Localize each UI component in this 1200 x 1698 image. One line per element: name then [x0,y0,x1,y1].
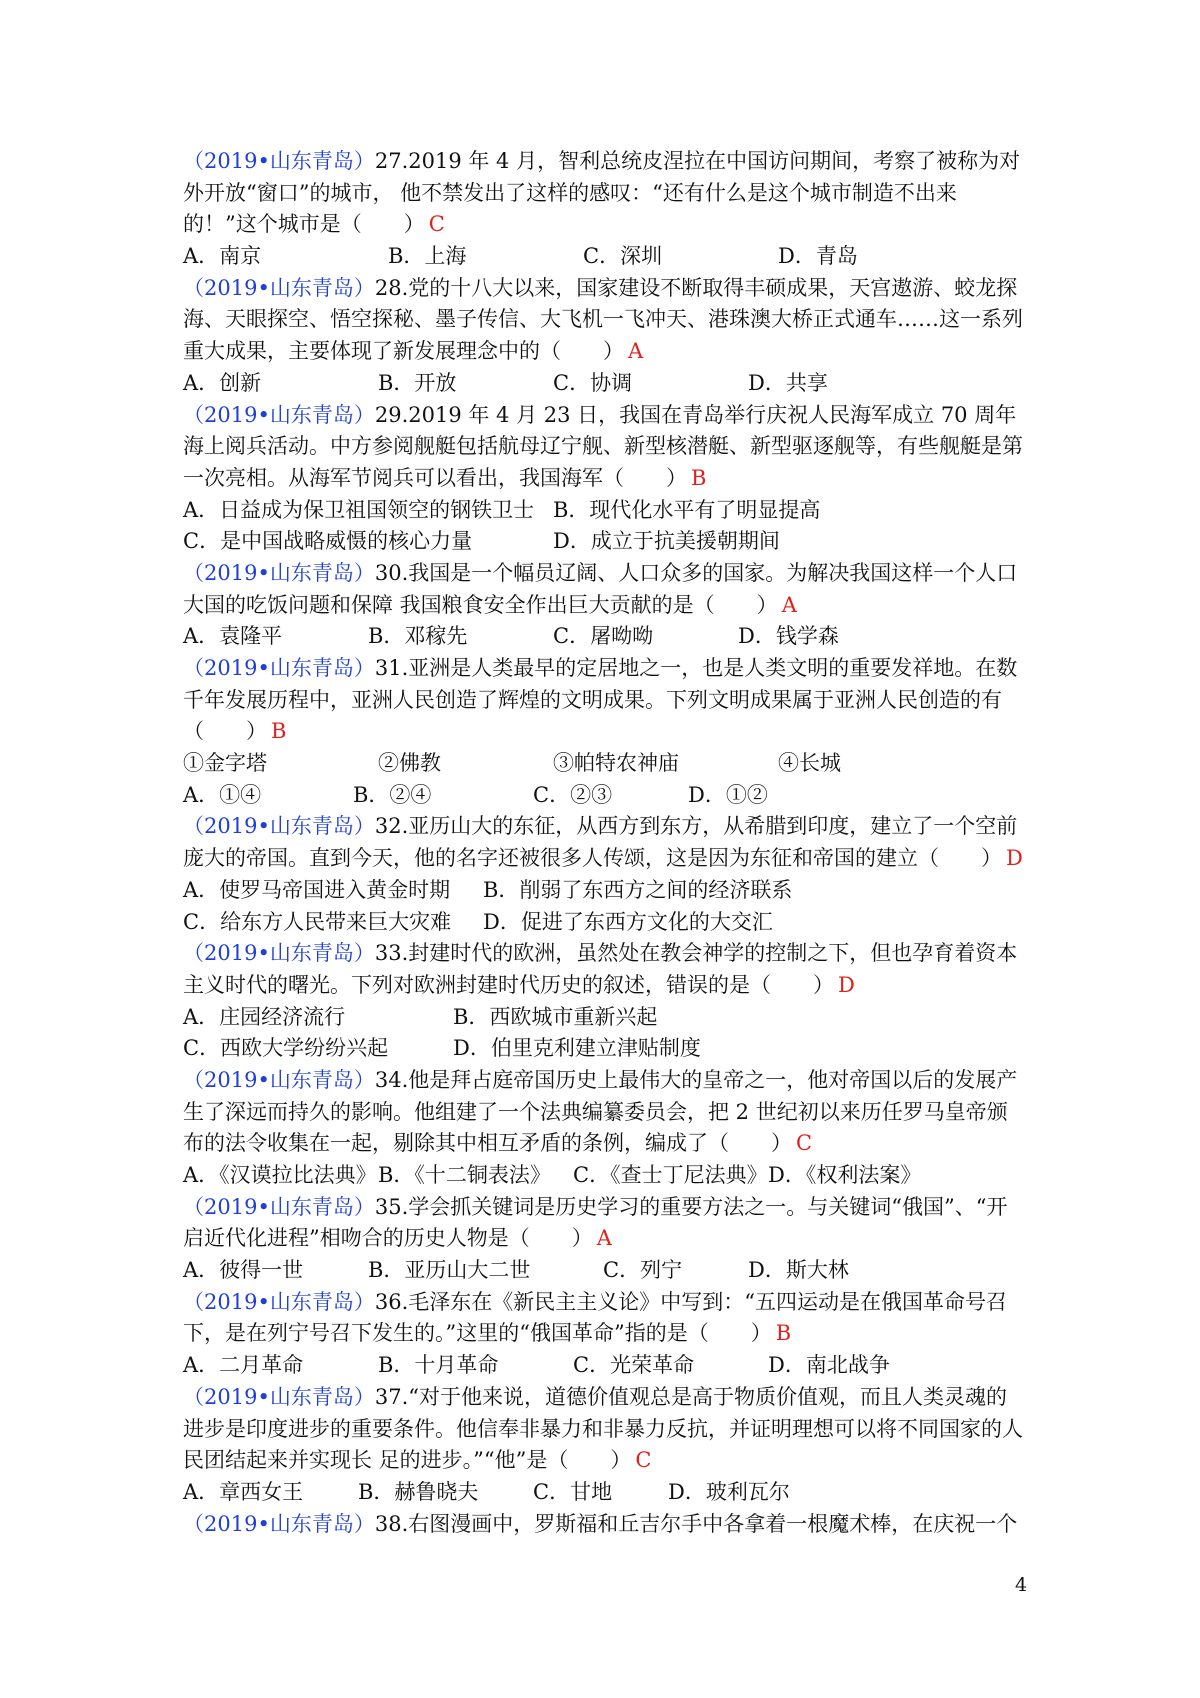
question-text: 生了深远而持久的影响。他组建了一个法典编纂委员会，把 2 世纪初以来历任罗马皇帝颁 [183,1099,1008,1124]
option-row [183,748,1028,780]
source-tag: （2019•山东青岛） [183,1194,375,1219]
question-line [183,1128,1028,1160]
question-number: 30. [374,560,409,585]
option: D．钱学森 [738,624,839,649]
option: D．伯里克利建立津贴制度 [453,1036,701,1061]
option-row [183,495,1028,527]
question-text: 外开放“窗口”的城市， 他不禁发出了这样的感叹：“还有什么是这个城市制造不出来 [183,180,957,205]
answer-key: D [1006,846,1023,871]
question-text: 布的法令收集在一起，剔除其中相互矛盾的条例，编成了（ ） [183,1131,792,1156]
question-35 [183,1192,1028,1287]
question-number: 29. [374,402,409,427]
question-text: 民团结起来并实现长 足的进步。”“他”是（ ） [183,1448,632,1473]
option: C．西欧大学纷纷兴起 [183,1036,389,1061]
option-row [183,1002,1028,1034]
question-number: 37. [374,1384,409,1409]
option: D．玻利瓦尔 [668,1479,790,1504]
question-32 [183,811,1028,938]
question-number: 31. [374,656,409,680]
page-number: 4 [1015,1574,1028,1596]
question-line [183,336,1028,368]
answer-key: A [628,339,644,364]
question-30 [183,558,1028,653]
question-line [183,1509,1028,1541]
option-row [183,1350,1028,1382]
question-number: 27. [374,149,409,173]
question-number: 35. [374,1194,409,1219]
question-line [183,1382,1028,1414]
option: D．共享 [748,370,828,395]
option: D．《权利法案》 [768,1163,922,1187]
question-line [183,843,1028,875]
option: B．亚历山大二世 [368,1258,531,1283]
question-text: 他是拜占庭帝国历史上最伟大的皇帝之一，他对帝国以后的发展产 [408,1067,1018,1092]
answer-key: D [838,972,855,997]
question-29 [183,400,1028,558]
question-text: 2019 年 4 月 23 日，我国在青岛举行庆祝人民海军成立 70 周年 [408,402,1017,427]
question-line [183,1223,1028,1255]
question-line [183,1318,1028,1350]
option-row [183,621,1028,653]
option: B．上海 [388,244,467,269]
option: C．深圳 [583,244,663,269]
option: ④长城 [778,751,841,776]
answer-key: A [781,592,797,617]
question-text: “对于他来说，道德价值观总是高于物质价值观，而且人类灵魂的 [408,1384,1007,1409]
option: B．②④ [353,782,432,807]
source-tag: （2019•山东青岛） [183,275,375,300]
option-row [183,1255,1028,1287]
option: C．②③ [533,782,613,807]
question-text: 的！”这个城市是（ ） [183,212,425,237]
option: A．袁隆平 [183,624,283,649]
option: C．《查士丁尼法典》 [573,1163,768,1187]
question-line [183,1414,1028,1446]
question-text: 海上阅兵活动。中方参阅舰艇包括航母辽宁舰、新型核潜艇、新型驱逐舰等，有些舰艇是第 [183,434,1023,459]
question-line [183,685,1028,717]
answer-key: B [775,1321,792,1346]
option: B．削弱了东西方之间的经济联系 [483,877,793,902]
question-number: 38. [374,1511,409,1536]
option-row [183,241,1028,273]
question-line [183,178,1028,210]
option: ③帕特农神庙 [553,751,679,776]
question-text: 亚历山大的东征，从西方到东方，从希腊到印度，建立了一个空前 [408,814,1018,839]
option-row [183,780,1028,812]
answer-key: C [635,1448,652,1473]
source-tag: （2019•山东青岛） [183,402,375,427]
question-text: 我国是一个幅员辽阔、人口众多的国家。为解决我国这样一个人口 [408,560,1018,585]
question-line [183,304,1028,336]
option-row [183,526,1028,558]
option: A．日益成为保卫祖国领空的钢铁卫士 [183,497,535,522]
question-text: 毛泽东在《新民主主义论》中写到：“五四运动是在俄国革命号召 [408,1289,1007,1314]
question-text: 2019 年 4 月，智利总统皮涅拉在中国访问期间，考察了被称为对 [408,149,1021,173]
option: A．①④ [183,782,262,807]
question-31 [183,653,1028,811]
option: A．章西女王 [183,1479,304,1504]
question-line [183,146,1028,178]
option: D．青岛 [778,244,858,269]
question-text: 千年发展历程中，亚洲人民创造了辉煌的文明成果。下列文明成果属于亚洲人民创造的有 [183,687,1002,712]
option: A．《汉谟拉比法典》 [183,1163,377,1187]
source-tag: （2019•山东青岛） [183,656,375,680]
source-tag: （2019•山东青岛） [183,1289,375,1314]
option-row [183,1160,1028,1192]
question-line [183,1065,1028,1097]
source-tag: （2019•山东青岛） [183,149,375,173]
option: A．创新 [183,370,262,395]
question-text: 右图漫画中，罗斯福和丘吉尔手中各拿着一根魔术棒，在庆祝一个 [408,1511,1018,1536]
option: B．现代化水平有了明显提高 [553,497,821,522]
option-row [183,1033,1028,1065]
question-line [183,431,1028,463]
question-number: 28. [374,275,409,300]
question-line [183,463,1028,495]
option: B．邓稼先 [368,624,468,649]
answer-key: A [596,1226,612,1251]
source-tag: （2019•山东青岛） [183,1511,375,1536]
option: C．是中国战略威慑的核心力量 [183,529,473,554]
option: C．甘地 [533,1479,613,1504]
source-tag: （2019•山东青岛） [183,1067,375,1092]
option: B．十月革命 [378,1353,499,1378]
question-33 [183,938,1028,1065]
option: C．给东方人民带来巨大灾难 [183,909,452,934]
question-line [183,938,1028,970]
option: A．使罗马帝国进入黄金时期 [183,877,451,902]
option: A．南京 [183,244,262,269]
question-line [183,273,1028,305]
question-text: 学会抓关键词是历史学习的重要方法之一。与关键词“俄国”、“开 [408,1194,1008,1219]
option: ①金字塔 [183,751,267,776]
question-line [183,653,1028,685]
option-row [183,907,1028,939]
question-line [183,209,1028,241]
question-line [183,970,1028,1002]
question-34 [183,1065,1028,1192]
question-line [183,590,1028,622]
question-text: 下，是在列宁号召下发生的。”这里的“俄国革命”指的是（ ） [183,1321,772,1346]
question-36 [183,1287,1028,1382]
option-row [183,368,1028,400]
answer-key: C [796,1131,813,1156]
question-text: 封建时代的欧洲，虽然处在教会神学的控制之下，但也孕育着资本 [408,941,1018,966]
option: C．列宁 [603,1258,683,1283]
question-text: 主义时代的曙光。下列对欧洲封建时代历史的叙述，错误的是（ ） [183,972,834,997]
source-tag: （2019•山东青岛） [183,560,375,585]
question-text: 启近代化进程”相吻合的历史人物是（ ） [183,1226,593,1251]
question-text: 进步是印度进步的重要条件。他信奉非暴力和非暴力反抗，并证明理想可以将不同国家的人 [183,1416,1023,1441]
question-text: 重大成果，主要体现了新发展理念中的（ ） [183,339,624,364]
option-row [183,1477,1028,1509]
option: C．光荣革命 [573,1353,695,1378]
question-text: 大国的吃饭问题和保障 我国粮食安全作出巨大贡献的是（ ） [183,592,778,617]
answer-key: B [271,719,287,744]
answer-key: C [428,212,445,237]
question-line [183,811,1028,843]
question-38 [183,1509,1028,1541]
question-line [183,400,1028,432]
option: D．①② [688,782,768,807]
source-tag: （2019•山东青岛） [183,814,375,839]
question-text: 党的十八大以来，国家建设不断取得丰硕成果，天宫遨游、蛟龙探 [408,275,1018,300]
question-text: 庞大的帝国。直到今天，他的名字还被很多人传颂，这是因为东征和帝国的建立（ ） [183,846,1002,871]
option: B．开放 [378,370,457,395]
option: D．成立于抗美援朝期间 [553,529,780,554]
question-number: 32. [374,814,409,839]
question-line [183,558,1028,590]
option: D．促进了东西方文化的大交汇 [483,909,773,934]
question-line [183,1097,1028,1129]
answer-key: B [691,465,707,490]
question-text: 海、天眼探空、悟空探秘、墨子传信、大飞机一飞冲天、港珠澳大桥正式通车……这一系列 [183,307,1023,332]
question-list [183,146,1028,1540]
option: B．西欧城市重新兴起 [453,1004,658,1029]
option: A．彼得一世 [183,1258,304,1283]
question-37 [183,1382,1028,1509]
option: A．庄园经济流行 [183,1004,346,1029]
option: D．南北战争 [768,1353,890,1378]
question-line [183,1287,1028,1319]
source-tag: （2019•山东青岛） [183,941,375,966]
question-text: （ ） [183,719,267,744]
question-text: 亚洲是人类最早的定居地之一，也是人类文明的重要发祥地。在数 [408,656,1018,680]
question-line [183,1445,1028,1477]
option: ②佛教 [378,751,441,776]
option: C．屠呦呦 [553,624,654,649]
option: A．二月革命 [183,1353,304,1378]
question-28 [183,273,1028,400]
source-tag: （2019•山东青岛） [183,1384,375,1409]
question-number: 34. [374,1067,409,1092]
question-27 [183,146,1028,273]
option: D．斯大林 [748,1258,849,1283]
option-row [183,875,1028,907]
question-text: 一次亮相。从海军节阅兵可以看出，我国海军（ ） [183,465,687,490]
question-number: 33. [374,941,409,966]
option: C．协调 [553,370,633,395]
question-line [183,716,1028,748]
question-line [183,1192,1028,1224]
option: B．《十二铜表法》 [378,1163,551,1187]
question-number: 36. [374,1289,409,1314]
option: B．赫鲁晓夫 [358,1479,479,1504]
